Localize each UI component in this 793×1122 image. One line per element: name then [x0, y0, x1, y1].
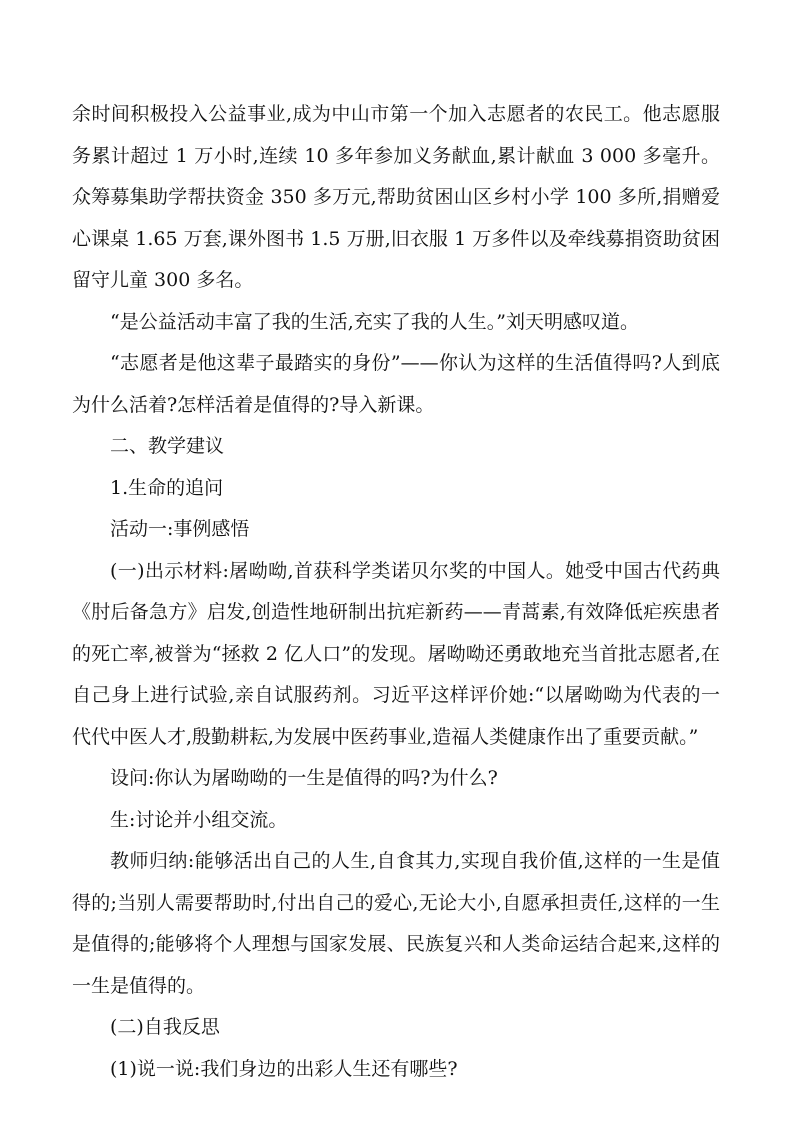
paragraph-lead-in-question: “志愿者是他这辈子最踏实的身份”——你认为这样的生活值得吗?人到底为什么活着?怎样活着是值得的?导入新课。: [72, 352, 720, 416]
section-heading-teaching-suggestions: 二、教学建议: [110, 435, 225, 457]
paragraph-volunteer-record: 余时间积极投入公益事业,成为中山市第一个加入志愿者的农民工。他志愿服务累计超过 1 万小时,连续 10 多年参加义务献血,累计献血 3 000 多毫升。众筹募集助学帮扶资金 350 多万元,帮助贫困山区乡村小学 100 多所,捐赠爱心课桌 1.65 万套,课外图书 1.5 万册,旧衣服 1 万多件以及牵线募捐资助贫困留守儿童 300 多名。: [72, 103, 720, 291]
paragraph-teacher-summary: 教师归纳:能够活出自己的人生,自食其力,实现自我价值,这样的一生是值得的;当别人需要帮助时,付出自己的爱心,无论大小,自愿承担责任,这样的一生是值得的;能够将个人理想与国家发展、民族复兴和人类命运结合起来,这样的一生是值得的。: [72, 850, 720, 997]
paragraph-say-it: (1)说一说:我们身边的出彩人生还有哪些?: [110, 1057, 458, 1080]
subheading-self-reflection: (二)自我反思: [110, 1016, 220, 1038]
subheading-activity-one: 活动一:事例感悟: [110, 518, 250, 540]
paragraph-student-discussion: 生:讨论并小组交流。: [110, 808, 288, 831]
document-body: [72, 94, 720, 1090]
paragraph-quote-liu: “是公益活动丰富了我的生活,充实了我的人生。”刘天明感叹道。: [110, 310, 639, 333]
subheading-life-inquiry: 1.生命的追问: [110, 476, 224, 499]
paragraph-material-tu-youyou: (一)出示材料:屠呦呦,首获科学类诺贝尔奖的中国人。她受中国古代药典《肘后备急方》启发,创造性地研制出抗疟新药——青蒿素,有效降低疟疾患者的死亡率,被誉为“拯救 2 亿人口”的发现。屠呦呦还勇敢地充当首批志愿者,在自己身上进行试验,亲自试服药剂。习近平这样评价她:“以屠呦呦为代表的一代代中医人才,殷勤耕耘,为发展中医药事业,造福人类健康作出了重要贡献。”: [72, 559, 720, 748]
paragraph-question: 设问:你认为屠呦呦的一生是值得的吗?为什么?: [110, 767, 498, 789]
